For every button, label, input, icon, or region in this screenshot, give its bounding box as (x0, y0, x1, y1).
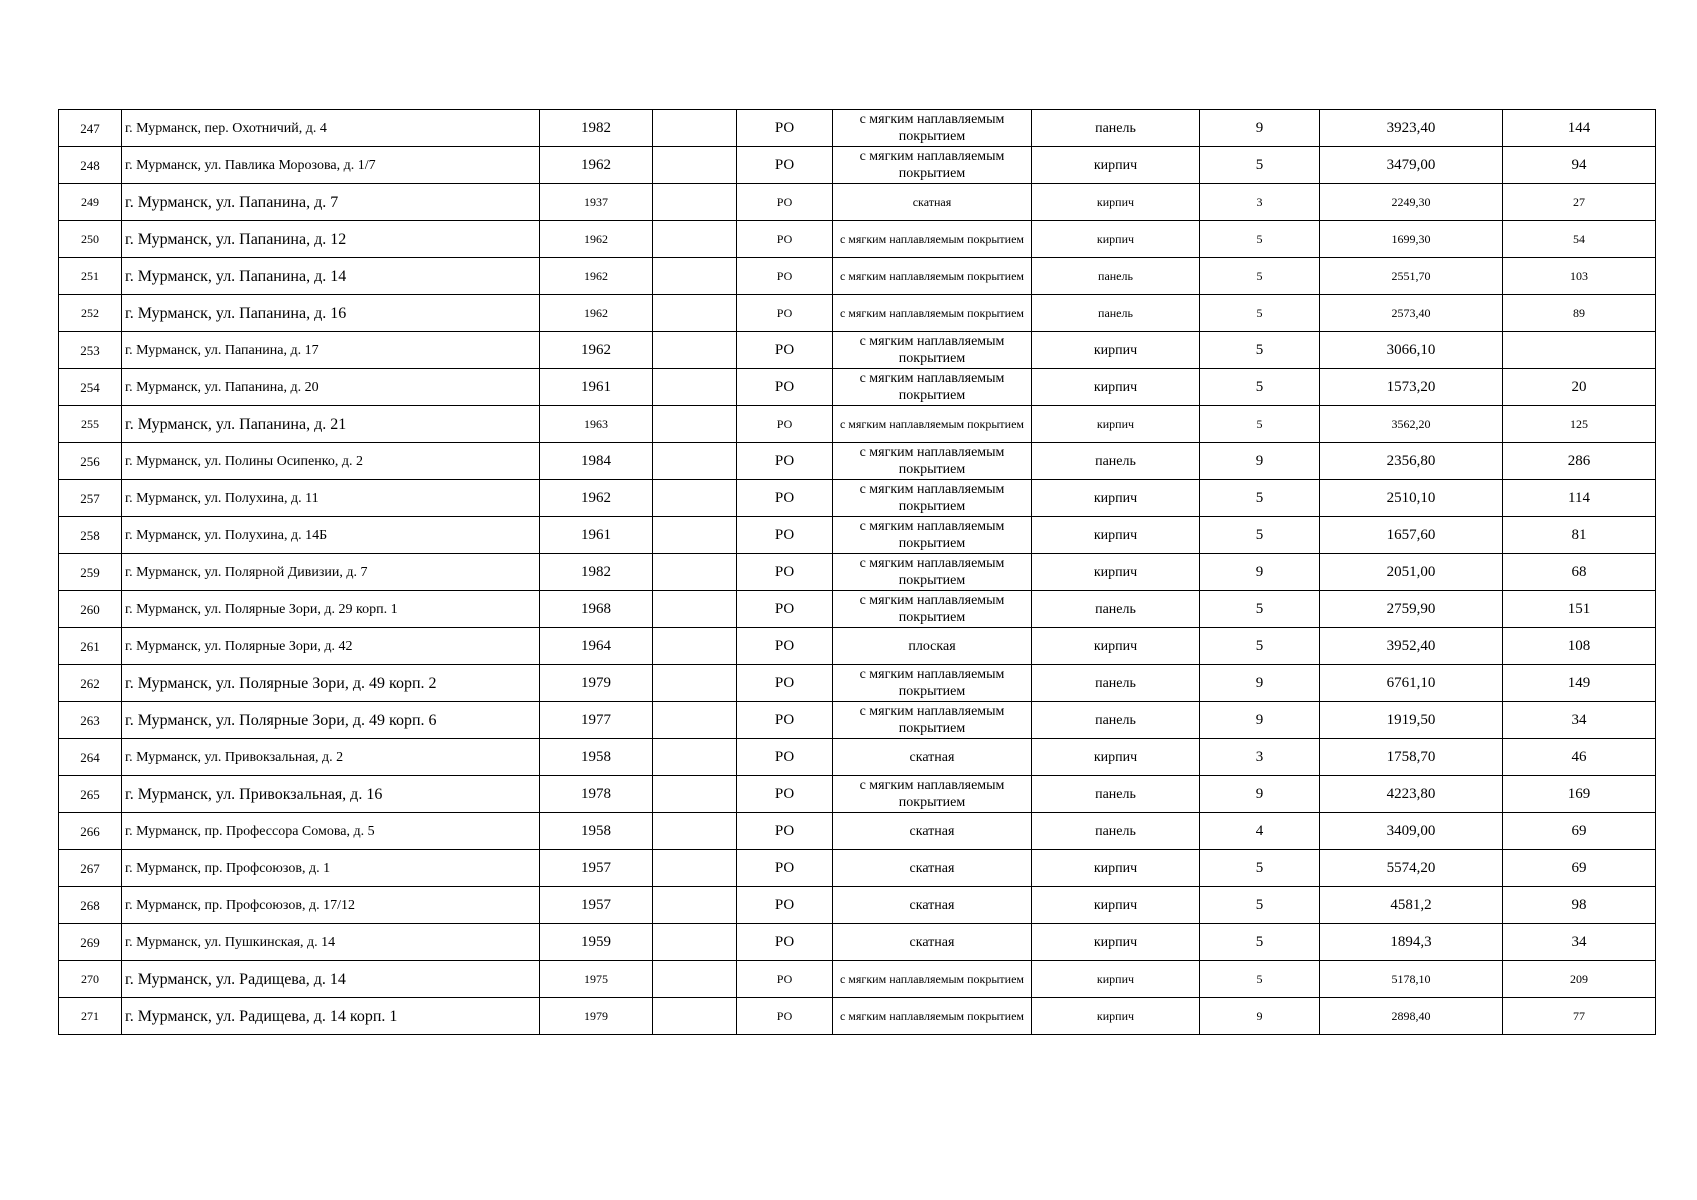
table-row (59, 517, 1656, 554)
area-cell: 4581,2 (1320, 887, 1503, 924)
row-number-cell: 259 (59, 554, 122, 591)
address-cell: г. Мурманск, ул. Полярной Дивизии, д. 7 (122, 554, 540, 591)
address-cell: г. Мурманск, ул. Привокзальная, д. 2 (122, 739, 540, 776)
row-number-cell: 264 (59, 739, 122, 776)
address-cell: г. Мурманск, ул. Полярные Зори, д. 42 (122, 628, 540, 665)
roof-type-cell: с мягким наплавляемым покрытием (833, 554, 1032, 591)
wall-material-cell: кирпич (1032, 998, 1200, 1035)
area-cell: 2759,90 (1320, 591, 1503, 628)
residents-cell: 27 (1503, 184, 1656, 221)
empty-cell (653, 887, 737, 924)
build-year-cell: 1975 (540, 961, 653, 998)
address-cell: г. Мурманск, ул. Полярные Зори, д. 29 корп. 1 (122, 591, 540, 628)
floors-cell: 5 (1200, 628, 1320, 665)
area-cell: 2551,70 (1320, 258, 1503, 295)
floors-cell: 5 (1200, 406, 1320, 443)
area-cell: 2898,40 (1320, 998, 1503, 1035)
empty-cell (653, 406, 737, 443)
residents-cell: 103 (1503, 258, 1656, 295)
address-cell: г. Мурманск, ул. Радищева, д. 14 корп. 1 (122, 998, 540, 1035)
table-row (59, 221, 1656, 258)
roof-type-cell: с мягким наплавляемым покрытием (833, 665, 1032, 702)
floors-cell: 9 (1200, 443, 1320, 480)
empty-cell (653, 110, 737, 147)
area-cell: 1919,50 (1320, 702, 1503, 739)
build-year-cell: 1959 (540, 924, 653, 961)
roof-type-cell: скатная (833, 924, 1032, 961)
table-row (59, 739, 1656, 776)
area-cell: 5178,10 (1320, 961, 1503, 998)
empty-cell (653, 147, 737, 184)
empty-cell (653, 850, 737, 887)
residents-cell: 46 (1503, 739, 1656, 776)
residents-cell: 81 (1503, 517, 1656, 554)
row-number-cell: 263 (59, 702, 122, 739)
floors-cell: 9 (1200, 110, 1320, 147)
wall-material-cell: кирпич (1032, 221, 1200, 258)
roof-type-cell: с мягким наплавляемым покрытием (833, 332, 1032, 369)
area-cell: 2051,00 (1320, 554, 1503, 591)
program-cell: РО (737, 813, 833, 850)
wall-material-cell: панель (1032, 295, 1200, 332)
table-row (59, 554, 1656, 591)
build-year-cell: 1961 (540, 369, 653, 406)
empty-cell (653, 517, 737, 554)
row-number-cell: 258 (59, 517, 122, 554)
table-body (59, 110, 1656, 1035)
table-row (59, 924, 1656, 961)
empty-cell (653, 665, 737, 702)
program-cell: РО (737, 295, 833, 332)
residents-cell: 54 (1503, 221, 1656, 258)
build-year-cell: 1978 (540, 776, 653, 813)
empty-cell (653, 924, 737, 961)
table-row (59, 702, 1656, 739)
roof-type-cell: скатная (833, 184, 1032, 221)
build-year-cell: 1982 (540, 554, 653, 591)
residents-cell: 108 (1503, 628, 1656, 665)
table-row (59, 665, 1656, 702)
roof-type-cell: с мягким наплавляемым покрытием (833, 702, 1032, 739)
build-year-cell: 1958 (540, 739, 653, 776)
address-cell: г. Мурманск, ул. Папанина, д. 12 (122, 221, 540, 258)
row-number-cell: 271 (59, 998, 122, 1035)
address-cell: г. Мурманск, ул. Папанина, д. 16 (122, 295, 540, 332)
roof-type-cell: с мягким наплавляемым покрытием (833, 517, 1032, 554)
wall-material-cell: кирпич (1032, 406, 1200, 443)
wall-material-cell: кирпич (1032, 369, 1200, 406)
program-cell: РО (737, 184, 833, 221)
program-cell: РО (737, 443, 833, 480)
empty-cell (653, 332, 737, 369)
residents-cell: 149 (1503, 665, 1656, 702)
roof-type-cell: с мягким наплавляемым покрытием (833, 221, 1032, 258)
row-number-cell: 261 (59, 628, 122, 665)
floors-cell: 5 (1200, 924, 1320, 961)
row-number-cell: 252 (59, 295, 122, 332)
row-number-cell: 257 (59, 480, 122, 517)
row-number-cell: 248 (59, 147, 122, 184)
table-row (59, 850, 1656, 887)
empty-cell (653, 258, 737, 295)
wall-material-cell: панель (1032, 702, 1200, 739)
floors-cell: 9 (1200, 702, 1320, 739)
table-row (59, 443, 1656, 480)
table-row (59, 110, 1656, 147)
empty-cell (653, 295, 737, 332)
residents-cell: 34 (1503, 924, 1656, 961)
table-row (59, 147, 1656, 184)
row-number-cell: 249 (59, 184, 122, 221)
residents-cell: 69 (1503, 813, 1656, 850)
floors-cell: 5 (1200, 369, 1320, 406)
build-year-cell: 1957 (540, 887, 653, 924)
build-year-cell: 1979 (540, 998, 653, 1035)
build-year-cell: 1961 (540, 517, 653, 554)
address-cell: г. Мурманск, ул. Папанина, д. 20 (122, 369, 540, 406)
roof-type-cell: с мягким наплавляемым покрытием (833, 961, 1032, 998)
wall-material-cell: кирпич (1032, 332, 1200, 369)
residents-cell: 169 (1503, 776, 1656, 813)
roof-type-cell: с мягким наплавляемым покрытием (833, 369, 1032, 406)
area-cell: 2573,40 (1320, 295, 1503, 332)
address-cell: г. Мурманск, ул. Полухина, д. 14Б (122, 517, 540, 554)
table-row (59, 998, 1656, 1035)
address-cell: г. Мурманск, пр. Профессора Сомова, д. 5 (122, 813, 540, 850)
build-year-cell: 1982 (540, 110, 653, 147)
program-cell: РО (737, 850, 833, 887)
table-row (59, 295, 1656, 332)
address-cell: г. Мурманск, пер. Охотничий, д. 4 (122, 110, 540, 147)
program-cell: РО (737, 406, 833, 443)
address-cell: г. Мурманск, ул. Радищева, д. 14 (122, 961, 540, 998)
residents-cell: 69 (1503, 850, 1656, 887)
residents-cell: 151 (1503, 591, 1656, 628)
row-number-cell: 269 (59, 924, 122, 961)
residents-cell: 68 (1503, 554, 1656, 591)
roof-type-cell: скатная (833, 850, 1032, 887)
program-cell: РО (737, 221, 833, 258)
program-cell: РО (737, 776, 833, 813)
area-cell: 1699,30 (1320, 221, 1503, 258)
residents-cell: 286 (1503, 443, 1656, 480)
row-number-cell: 260 (59, 591, 122, 628)
program-cell: РО (737, 147, 833, 184)
empty-cell (653, 813, 737, 850)
floors-cell: 5 (1200, 517, 1320, 554)
build-year-cell: 1958 (540, 813, 653, 850)
row-number-cell: 247 (59, 110, 122, 147)
empty-cell (653, 628, 737, 665)
address-cell: г. Мурманск, пр. Профсоюзов, д. 17/12 (122, 887, 540, 924)
roof-type-cell: с мягким наплавляемым покрытием (833, 998, 1032, 1035)
address-cell: г. Мурманск, ул. Полярные Зори, д. 49 корп. 2 (122, 665, 540, 702)
wall-material-cell: кирпич (1032, 628, 1200, 665)
row-number-cell: 266 (59, 813, 122, 850)
residents-cell: 94 (1503, 147, 1656, 184)
wall-material-cell: кирпич (1032, 554, 1200, 591)
roof-type-cell: с мягким наплавляемым покрытием (833, 406, 1032, 443)
table-row (59, 332, 1656, 369)
wall-material-cell: панель (1032, 443, 1200, 480)
wall-material-cell: кирпич (1032, 850, 1200, 887)
residents-cell: 125 (1503, 406, 1656, 443)
build-year-cell: 1968 (540, 591, 653, 628)
area-cell: 1657,60 (1320, 517, 1503, 554)
area-cell: 2249,30 (1320, 184, 1503, 221)
roof-type-cell: с мягким наплавляемым покрытием (833, 591, 1032, 628)
row-number-cell: 256 (59, 443, 122, 480)
build-year-cell: 1937 (540, 184, 653, 221)
area-cell: 1894,3 (1320, 924, 1503, 961)
floors-cell: 5 (1200, 887, 1320, 924)
wall-material-cell: кирпич (1032, 517, 1200, 554)
area-cell: 4223,80 (1320, 776, 1503, 813)
program-cell: РО (737, 665, 833, 702)
roof-type-cell: скатная (833, 739, 1032, 776)
wall-material-cell: кирпич (1032, 924, 1200, 961)
wall-material-cell: кирпич (1032, 961, 1200, 998)
empty-cell (653, 221, 737, 258)
area-cell: 2510,10 (1320, 480, 1503, 517)
program-cell: РО (737, 887, 833, 924)
area-cell: 1573,20 (1320, 369, 1503, 406)
floors-cell: 5 (1200, 295, 1320, 332)
empty-cell (653, 369, 737, 406)
empty-cell (653, 739, 737, 776)
roof-type-cell: с мягким наплавляемым покрытием (833, 110, 1032, 147)
program-cell: РО (737, 961, 833, 998)
build-year-cell: 1962 (540, 147, 653, 184)
address-cell: г. Мурманск, ул. Папанина, д. 21 (122, 406, 540, 443)
roof-type-cell: скатная (833, 813, 1032, 850)
area-cell: 5574,20 (1320, 850, 1503, 887)
program-cell: РО (737, 517, 833, 554)
wall-material-cell: панель (1032, 258, 1200, 295)
area-cell: 3409,00 (1320, 813, 1503, 850)
roof-type-cell: с мягким наплавляемым покрытием (833, 480, 1032, 517)
residents-cell: 98 (1503, 887, 1656, 924)
wall-material-cell: панель (1032, 776, 1200, 813)
empty-cell (653, 702, 737, 739)
roof-type-cell: с мягким наплавляемым покрытием (833, 776, 1032, 813)
table-row (59, 406, 1656, 443)
floors-cell: 5 (1200, 332, 1320, 369)
program-cell: РО (737, 258, 833, 295)
empty-cell (653, 480, 737, 517)
build-year-cell: 1957 (540, 850, 653, 887)
roof-type-cell: с мягким наплавляемым покрытием (833, 258, 1032, 295)
row-number-cell: 270 (59, 961, 122, 998)
roof-type-cell: с мягким наплавляемым покрытием (833, 443, 1032, 480)
wall-material-cell: панель (1032, 665, 1200, 702)
program-cell: РО (737, 332, 833, 369)
build-year-cell: 1962 (540, 258, 653, 295)
program-cell: РО (737, 369, 833, 406)
row-number-cell: 262 (59, 665, 122, 702)
wall-material-cell: панель (1032, 813, 1200, 850)
area-cell: 6761,10 (1320, 665, 1503, 702)
area-cell: 1758,70 (1320, 739, 1503, 776)
row-number-cell: 255 (59, 406, 122, 443)
area-cell: 3479,00 (1320, 147, 1503, 184)
address-cell: г. Мурманск, ул. Павлика Морозова, д. 1/7 (122, 147, 540, 184)
area-cell: 3952,40 (1320, 628, 1503, 665)
floors-cell: 9 (1200, 665, 1320, 702)
empty-cell (653, 554, 737, 591)
wall-material-cell: кирпич (1032, 480, 1200, 517)
build-year-cell: 1962 (540, 295, 653, 332)
empty-cell (653, 591, 737, 628)
build-year-cell: 1962 (540, 480, 653, 517)
floors-cell: 5 (1200, 221, 1320, 258)
row-number-cell: 268 (59, 887, 122, 924)
wall-material-cell: кирпич (1032, 147, 1200, 184)
program-cell: РО (737, 591, 833, 628)
program-cell: РО (737, 998, 833, 1035)
table-row (59, 961, 1656, 998)
empty-cell (653, 776, 737, 813)
program-cell: РО (737, 628, 833, 665)
roof-type-cell: плоская (833, 628, 1032, 665)
floors-cell: 9 (1200, 998, 1320, 1035)
build-year-cell: 1964 (540, 628, 653, 665)
floors-cell: 5 (1200, 258, 1320, 295)
address-cell: г. Мурманск, ул. Папанина, д. 14 (122, 258, 540, 295)
address-cell: г. Мурманск, ул. Пушкинская, д. 14 (122, 924, 540, 961)
empty-cell (653, 443, 737, 480)
address-cell: г. Мурманск, ул. Папанина, д. 17 (122, 332, 540, 369)
area-cell: 3066,10 (1320, 332, 1503, 369)
row-number-cell: 265 (59, 776, 122, 813)
housing-registry-table (58, 109, 1656, 1035)
floors-cell: 3 (1200, 739, 1320, 776)
residents-cell (1503, 332, 1656, 369)
row-number-cell: 267 (59, 850, 122, 887)
empty-cell (653, 998, 737, 1035)
area-cell: 3923,40 (1320, 110, 1503, 147)
row-number-cell: 250 (59, 221, 122, 258)
address-cell: г. Мурманск, ул. Полухина, д. 11 (122, 480, 540, 517)
address-cell: г. Мурманск, ул. Полины Осипенко, д. 2 (122, 443, 540, 480)
table-row (59, 258, 1656, 295)
residents-cell: 144 (1503, 110, 1656, 147)
residents-cell: 20 (1503, 369, 1656, 406)
roof-type-cell: с мягким наплавляемым покрытием (833, 147, 1032, 184)
empty-cell (653, 961, 737, 998)
address-cell: г. Мурманск, ул. Папанина, д. 7 (122, 184, 540, 221)
build-year-cell: 1979 (540, 665, 653, 702)
build-year-cell: 1963 (540, 406, 653, 443)
program-cell: РО (737, 739, 833, 776)
residents-cell: 34 (1503, 702, 1656, 739)
floors-cell: 5 (1200, 147, 1320, 184)
floors-cell: 4 (1200, 813, 1320, 850)
area-cell: 3562,20 (1320, 406, 1503, 443)
table-row (59, 776, 1656, 813)
residents-cell: 209 (1503, 961, 1656, 998)
build-year-cell: 1962 (540, 332, 653, 369)
table-row (59, 813, 1656, 850)
residents-cell: 77 (1503, 998, 1656, 1035)
row-number-cell: 254 (59, 369, 122, 406)
table-row (59, 591, 1656, 628)
row-number-cell: 253 (59, 332, 122, 369)
empty-cell (653, 184, 737, 221)
residents-cell: 89 (1503, 295, 1656, 332)
wall-material-cell: кирпич (1032, 739, 1200, 776)
wall-material-cell: кирпич (1032, 184, 1200, 221)
roof-type-cell: скатная (833, 887, 1032, 924)
build-year-cell: 1962 (540, 221, 653, 258)
floors-cell: 9 (1200, 776, 1320, 813)
program-cell: РО (737, 554, 833, 591)
residents-cell: 114 (1503, 480, 1656, 517)
area-cell: 2356,80 (1320, 443, 1503, 480)
roof-type-cell: с мягким наплавляемым покрытием (833, 295, 1032, 332)
floors-cell: 5 (1200, 961, 1320, 998)
wall-material-cell: панель (1032, 110, 1200, 147)
address-cell: г. Мурманск, пр. Профсоюзов, д. 1 (122, 850, 540, 887)
build-year-cell: 1977 (540, 702, 653, 739)
address-cell: г. Мурманск, ул. Полярные Зори, д. 49 корп. 6 (122, 702, 540, 739)
table-row (59, 184, 1656, 221)
wall-material-cell: кирпич (1032, 887, 1200, 924)
table-row (59, 887, 1656, 924)
floors-cell: 5 (1200, 591, 1320, 628)
program-cell: РО (737, 480, 833, 517)
table-row (59, 369, 1656, 406)
program-cell: РО (737, 702, 833, 739)
table-row (59, 480, 1656, 517)
floors-cell: 5 (1200, 850, 1320, 887)
wall-material-cell: панель (1032, 591, 1200, 628)
floors-cell: 9 (1200, 554, 1320, 591)
program-cell: РО (737, 924, 833, 961)
floors-cell: 3 (1200, 184, 1320, 221)
row-number-cell: 251 (59, 258, 122, 295)
program-cell: РО (737, 110, 833, 147)
table-row (59, 628, 1656, 665)
address-cell: г. Мурманск, ул. Привокзальная, д. 16 (122, 776, 540, 813)
build-year-cell: 1984 (540, 443, 653, 480)
floors-cell: 5 (1200, 480, 1320, 517)
